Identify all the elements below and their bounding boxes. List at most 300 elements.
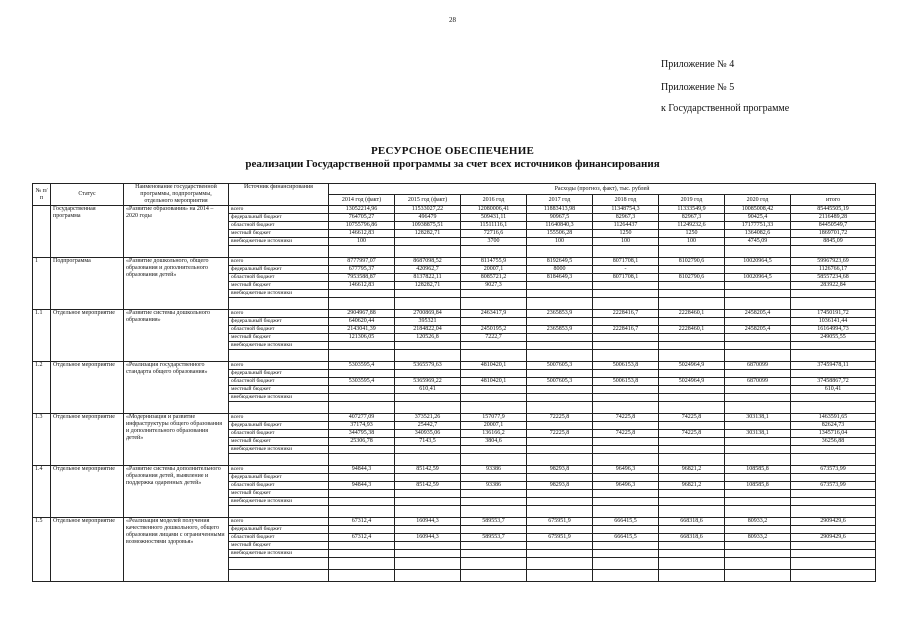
empty-cell (329, 298, 395, 310)
document-subtitle: реализации Государственной программы за счет всех источников финансирования (245, 158, 660, 170)
amount-cell: 85142,59 (395, 482, 461, 490)
table-row (33, 414, 876, 422)
amount-cell: 72225,8 (527, 430, 593, 438)
table-body (33, 206, 876, 582)
empty-cell (395, 454, 461, 466)
amount-cell (659, 422, 725, 430)
amount-cell (593, 342, 659, 350)
amount-cell: - (593, 266, 659, 274)
empty-cell (395, 506, 461, 518)
empty-cell (527, 298, 593, 310)
amount-cell: 5006153,8 (593, 362, 659, 370)
amount-cell: 1036141,44 (791, 318, 876, 326)
row-number: 1 (33, 258, 51, 310)
amount-cell: 37459478,11 (791, 362, 876, 370)
amount-cell (593, 446, 659, 454)
empty-cell (659, 298, 725, 310)
amount-cell: 6870099 (725, 378, 791, 386)
amount-cell: 96496,3 (593, 466, 659, 474)
funding-source: областной бюджет (229, 326, 329, 334)
empty-cell (461, 246, 527, 258)
funding-source: федеральный бюджет (229, 526, 329, 534)
amount-cell: 509431,11 (461, 214, 527, 222)
amount-cell: 1126766,17 (791, 266, 876, 274)
table-row (33, 310, 876, 318)
amount-cell (593, 438, 659, 446)
amount-cell: 160944,3 (395, 518, 461, 526)
row-status: Отдельное мероприятие (51, 414, 124, 466)
amount-cell (329, 474, 395, 482)
amount-cell (329, 290, 395, 298)
empty-cell (659, 350, 725, 362)
empty-cell (791, 298, 876, 310)
amount-cell (593, 318, 659, 326)
amount-cell: 120526,8 (395, 334, 461, 342)
empty-cell (659, 454, 725, 466)
empty-cell (791, 454, 876, 466)
empty-cell (329, 246, 395, 258)
empty-cell (659, 402, 725, 414)
amount-cell: 2904967,88 (329, 310, 395, 318)
amount-cell (461, 446, 527, 454)
amount-cell (659, 542, 725, 550)
funding-source: областной бюджет (229, 482, 329, 490)
amount-cell: 10755796,86 (329, 222, 395, 230)
resource-table (32, 183, 876, 582)
amount-cell (593, 550, 659, 558)
amount-cell (395, 370, 461, 378)
amount-cell (527, 334, 593, 342)
empty-cell (229, 506, 329, 518)
amount-cell (791, 342, 876, 350)
row-program-name: «Развитие системы дополнительного образования детей, выявление и поддержка одаренных детей» (124, 466, 229, 518)
amount-cell: 128282,71 (395, 282, 461, 290)
funding-source: федеральный бюджет (229, 474, 329, 482)
amount-cell (593, 474, 659, 482)
amount-cell: 4810420,1 (461, 378, 527, 386)
amount-cell (593, 490, 659, 498)
amount-cell (329, 386, 395, 394)
amount-cell: 11511116,1 (461, 222, 527, 230)
header-year: 2017 год (527, 195, 593, 206)
amount-cell (329, 490, 395, 498)
amount-cell: 2184822,04 (395, 326, 461, 334)
table-row (33, 362, 876, 370)
header-num: № п/п (33, 184, 51, 206)
amount-cell (527, 370, 593, 378)
amount-cell (395, 342, 461, 350)
amount-cell: 5303595,4 (329, 362, 395, 370)
empty-cell (593, 454, 659, 466)
amount-cell: 8071708,1 (593, 258, 659, 266)
empty-cell (659, 506, 725, 518)
funding-source: внебюджетные источники (229, 446, 329, 454)
empty-cell (461, 558, 527, 570)
amount-cell (329, 542, 395, 550)
empty-cell (527, 506, 593, 518)
amount-cell: 155506,28 (527, 230, 593, 238)
amount-cell: 8137822,11 (395, 274, 461, 282)
empty-cell (461, 570, 527, 582)
amount-cell (527, 474, 593, 482)
amount-cell: 1364082,6 (725, 230, 791, 238)
amount-cell: 3804,6 (461, 438, 527, 446)
empty-cell (329, 402, 395, 414)
table-row (33, 466, 876, 474)
amount-cell (395, 290, 461, 298)
row-number: 1.3 (33, 414, 51, 466)
amount-cell: 13052214,96 (329, 206, 395, 214)
amount-cell (659, 386, 725, 394)
amount-cell (461, 550, 527, 558)
empty-cell (791, 570, 876, 582)
amount-cell (395, 490, 461, 498)
table-row (33, 518, 876, 526)
amount-cell (791, 474, 876, 482)
amount-cell: 5024964,9 (659, 378, 725, 386)
amount-cell (725, 438, 791, 446)
amount-cell (593, 542, 659, 550)
amount-cell (791, 370, 876, 378)
amount-cell: 8777997,07 (329, 258, 395, 266)
amount-cell: 8845,09 (791, 238, 876, 246)
row-number: 1.5 (33, 518, 51, 582)
empty-cell (791, 246, 876, 258)
empty-cell (527, 558, 593, 570)
amount-cell: 1869701,72 (791, 230, 876, 238)
amount-cell (659, 446, 725, 454)
empty-cell (725, 558, 791, 570)
amount-cell: 6870099 (725, 362, 791, 370)
amount-cell: 82967,3 (659, 214, 725, 222)
amount-cell: 764705,27 (329, 214, 395, 222)
header-source: Источник финансирования (229, 184, 329, 206)
row-status: Отдельное мероприятие (51, 362, 124, 414)
amount-cell: 37458867,72 (791, 378, 876, 386)
amount-cell (791, 290, 876, 298)
amount-cell (527, 438, 593, 446)
amount-cell: 420962,7 (395, 266, 461, 274)
amount-cell: 94844,3 (329, 482, 395, 490)
amount-cell (461, 490, 527, 498)
amount-cell: 74225,8 (659, 430, 725, 438)
amount-cell (725, 342, 791, 350)
amount-cell: 11640840,3 (527, 222, 593, 230)
empty-cell (229, 350, 329, 362)
empty-cell (593, 246, 659, 258)
funding-source: всего (229, 414, 329, 422)
amount-cell: 67312,4 (329, 518, 395, 526)
amount-cell (527, 342, 593, 350)
row-status: Отдельное мероприятие (51, 310, 124, 362)
amount-cell (659, 318, 725, 326)
amount-cell (725, 422, 791, 430)
amount-cell: 67312,4 (329, 534, 395, 542)
amount-cell: 589553,7 (461, 518, 527, 526)
empty-cell (395, 402, 461, 414)
header-year: 2014 год (факт) (329, 195, 395, 206)
amount-cell: 373521,26 (395, 414, 461, 422)
amount-cell: 93386 (461, 482, 527, 490)
amount-cell: 2228416,7 (593, 310, 659, 318)
amount-cell (395, 526, 461, 534)
amount-cell (395, 446, 461, 454)
amount-cell: 100 (593, 238, 659, 246)
empty-cell (527, 350, 593, 362)
amount-cell (593, 370, 659, 378)
amount-cell: 108585,8 (725, 466, 791, 474)
amount-cell: 5006153,8 (593, 378, 659, 386)
amount-cell: 395321 (395, 318, 461, 326)
empty-cell (791, 558, 876, 570)
amount-cell: 1250 (593, 230, 659, 238)
amount-cell: 668318,6 (659, 534, 725, 542)
amount-cell: 340935,06 (395, 430, 461, 438)
amount-cell (659, 370, 725, 378)
empty-cell (527, 246, 593, 258)
funding-source: местный бюджет (229, 282, 329, 290)
empty-cell (395, 298, 461, 310)
amount-cell (593, 422, 659, 430)
amount-cell: 8071708,1 (593, 274, 659, 282)
funding-source: местный бюджет (229, 230, 329, 238)
amount-cell: 93386 (461, 466, 527, 474)
empty-cell (725, 246, 791, 258)
amount-cell (461, 342, 527, 350)
amount-cell: 96821,2 (659, 482, 725, 490)
amount-cell: 1250 (659, 230, 725, 238)
amount-cell: 11264437 (593, 222, 659, 230)
amount-cell (527, 282, 593, 290)
row-program-name: «Реализация государственного стандарта общего образования» (124, 362, 229, 414)
amount-cell: 303138,1 (725, 430, 791, 438)
funding-source: областной бюджет (229, 534, 329, 542)
amount-cell: 2450195,2 (461, 326, 527, 334)
header-year: 2015 год (факт) (395, 195, 461, 206)
row-program-name: «Модернизация и развитие инфраструктуры общего образования и дополнительного образования детей» (124, 414, 229, 466)
amount-cell: 16164994,73 (791, 326, 876, 334)
amount-cell: 7222,7 (461, 334, 527, 342)
amount-cell (659, 342, 725, 350)
header-expenses: Расходы (прогноз, факт), тыс. рублей (329, 184, 876, 195)
amount-cell: 25442,7 (395, 422, 461, 430)
amount-cell: 20007,1 (461, 266, 527, 274)
amount-cell: 11333549,9 (659, 206, 725, 214)
amount-cell: 496479 (395, 214, 461, 222)
funding-source: внебюджетные источники (229, 342, 329, 350)
amount-cell: 10085008,42 (725, 206, 791, 214)
amount-cell: 2463417,9 (461, 310, 527, 318)
amount-cell: 249055,55 (791, 334, 876, 342)
amount-cell: 96496,3 (593, 482, 659, 490)
funding-source: внебюджетные источники (229, 238, 329, 246)
amount-cell: 10020964,5 (725, 274, 791, 282)
amount-cell (329, 446, 395, 454)
amount-cell (725, 526, 791, 534)
row-number: 1.4 (33, 466, 51, 518)
empty-cell (229, 298, 329, 310)
amount-cell: 8085721,2 (461, 274, 527, 282)
amount-cell (725, 282, 791, 290)
empty-cell (395, 558, 461, 570)
amount-cell: 2700869,84 (395, 310, 461, 318)
funding-source: внебюджетные источники (229, 290, 329, 298)
amount-cell: 146612,83 (329, 230, 395, 238)
amount-cell: 80933,2 (725, 518, 791, 526)
amount-cell (527, 550, 593, 558)
empty-cell (229, 558, 329, 570)
header-name: Наименование государственной программы, подпрограммы, отдельного мероприятия (124, 184, 229, 206)
amount-cell: 80933,2 (725, 534, 791, 542)
amount-cell: 17177751,33 (725, 222, 791, 230)
funding-source: внебюджетные источники (229, 394, 329, 402)
amount-cell: 10938875,51 (395, 222, 461, 230)
amount-cell: 36256,88 (791, 438, 876, 446)
amount-cell: 1345716,04 (791, 430, 876, 438)
amount-cell: 3700 (461, 238, 527, 246)
amount-cell: 100 (659, 238, 725, 246)
amount-cell: 2228460,1 (659, 310, 725, 318)
amount-cell (461, 474, 527, 482)
funding-source: местный бюджет (229, 438, 329, 446)
amount-cell (461, 394, 527, 402)
funding-source: местный бюджет (229, 334, 329, 342)
empty-cell (527, 570, 593, 582)
empty-cell (329, 506, 395, 518)
header-year: 2016 год (461, 195, 527, 206)
row-status: Государственная программа (51, 206, 124, 258)
amount-cell (659, 526, 725, 534)
empty-cell (593, 506, 659, 518)
amount-cell (791, 550, 876, 558)
table-row (33, 206, 876, 214)
funding-source: всего (229, 310, 329, 318)
amount-cell (527, 542, 593, 550)
empty-cell (329, 570, 395, 582)
amount-cell (395, 550, 461, 558)
amount-cell: 2116489,28 (791, 214, 876, 222)
amount-cell: 673573,99 (791, 466, 876, 474)
amount-cell: 2458205,4 (725, 310, 791, 318)
empty-cell (593, 402, 659, 414)
empty-cell (659, 558, 725, 570)
amount-cell (791, 526, 876, 534)
empty-cell (725, 298, 791, 310)
amount-cell: 2228460,1 (659, 326, 725, 334)
amount-cell: 5007605,3 (527, 378, 593, 386)
amount-cell: 74225,8 (659, 414, 725, 422)
amount-cell (791, 446, 876, 454)
amount-cell: 98293,8 (527, 482, 593, 490)
empty-cell (395, 246, 461, 258)
amount-cell (461, 498, 527, 506)
empty-cell (659, 570, 725, 582)
table-row (33, 258, 876, 266)
amount-cell (593, 334, 659, 342)
amount-cell: 4810420,1 (461, 362, 527, 370)
amount-cell: 589553,7 (461, 534, 527, 542)
amount-cell: 11883413,98 (527, 206, 593, 214)
funding-source: всего (229, 258, 329, 266)
funding-source: всего (229, 466, 329, 474)
empty-cell (593, 298, 659, 310)
empty-cell (725, 402, 791, 414)
amount-cell: 136166,2 (461, 430, 527, 438)
row-number: 1.1 (33, 310, 51, 362)
amount-cell: 100 (527, 238, 593, 246)
amount-cell: 10020964,5 (725, 258, 791, 266)
funding-source: внебюджетные источники (229, 498, 329, 506)
row-status: Отдельное мероприятие (51, 518, 124, 582)
amount-cell: 675951,9 (527, 534, 593, 542)
empty-cell (725, 570, 791, 582)
amount-cell (593, 290, 659, 298)
amount-cell (527, 422, 593, 430)
amount-cell (329, 550, 395, 558)
empty-cell (593, 350, 659, 362)
amount-cell: 677795,37 (329, 266, 395, 274)
amount-cell: 82624,73 (791, 422, 876, 430)
amount-cell: 1463591,65 (791, 414, 876, 422)
empty-cell (593, 570, 659, 582)
empty-cell (229, 246, 329, 258)
amount-cell: 17450191,72 (791, 310, 876, 318)
empty-cell (229, 454, 329, 466)
empty-cell (229, 570, 329, 582)
amount-cell (593, 282, 659, 290)
empty-cell (791, 350, 876, 362)
amount-cell: 8184649,3 (527, 274, 593, 282)
amount-cell (725, 386, 791, 394)
amount-cell (791, 542, 876, 550)
funding-source: областной бюджет (229, 222, 329, 230)
amount-cell (659, 266, 725, 274)
amount-cell (725, 550, 791, 558)
amount-cell (329, 394, 395, 402)
amount-cell: 74225,8 (593, 414, 659, 422)
amount-cell: 128282,71 (395, 230, 461, 238)
row-program-name: «Развитие системы дошкольного образования» (124, 310, 229, 362)
funding-source: федеральный бюджет (229, 370, 329, 378)
annex-line-2: Приложение № 5 (661, 82, 735, 93)
amount-cell: 20007,1 (461, 422, 527, 430)
amount-cell: 12080006,41 (461, 206, 527, 214)
amount-cell: 8114755,9 (461, 258, 527, 266)
amount-cell: 610,41 (791, 386, 876, 394)
amount-cell: 8687098,52 (395, 258, 461, 266)
empty-cell (527, 402, 593, 414)
amount-cell: 11348754,3 (593, 206, 659, 214)
amount-cell (329, 370, 395, 378)
page-number: 28 (449, 16, 456, 24)
amount-cell (725, 290, 791, 298)
funding-source: федеральный бюджет (229, 318, 329, 326)
amount-cell (659, 474, 725, 482)
amount-cell: 96821,2 (659, 466, 725, 474)
amount-cell: 7953588,87 (329, 274, 395, 282)
amount-cell: 5303595,4 (329, 378, 395, 386)
amount-cell (725, 266, 791, 274)
amount-cell: 610,41 (395, 386, 461, 394)
amount-cell (395, 238, 461, 246)
amount-cell: 7143,5 (395, 438, 461, 446)
funding-source: областной бюджет (229, 274, 329, 282)
amount-cell: 85142,59 (395, 466, 461, 474)
amount-cell (395, 394, 461, 402)
amount-cell (461, 290, 527, 298)
amount-cell: 344795,38 (329, 430, 395, 438)
amount-cell: 8102790,6 (659, 274, 725, 282)
